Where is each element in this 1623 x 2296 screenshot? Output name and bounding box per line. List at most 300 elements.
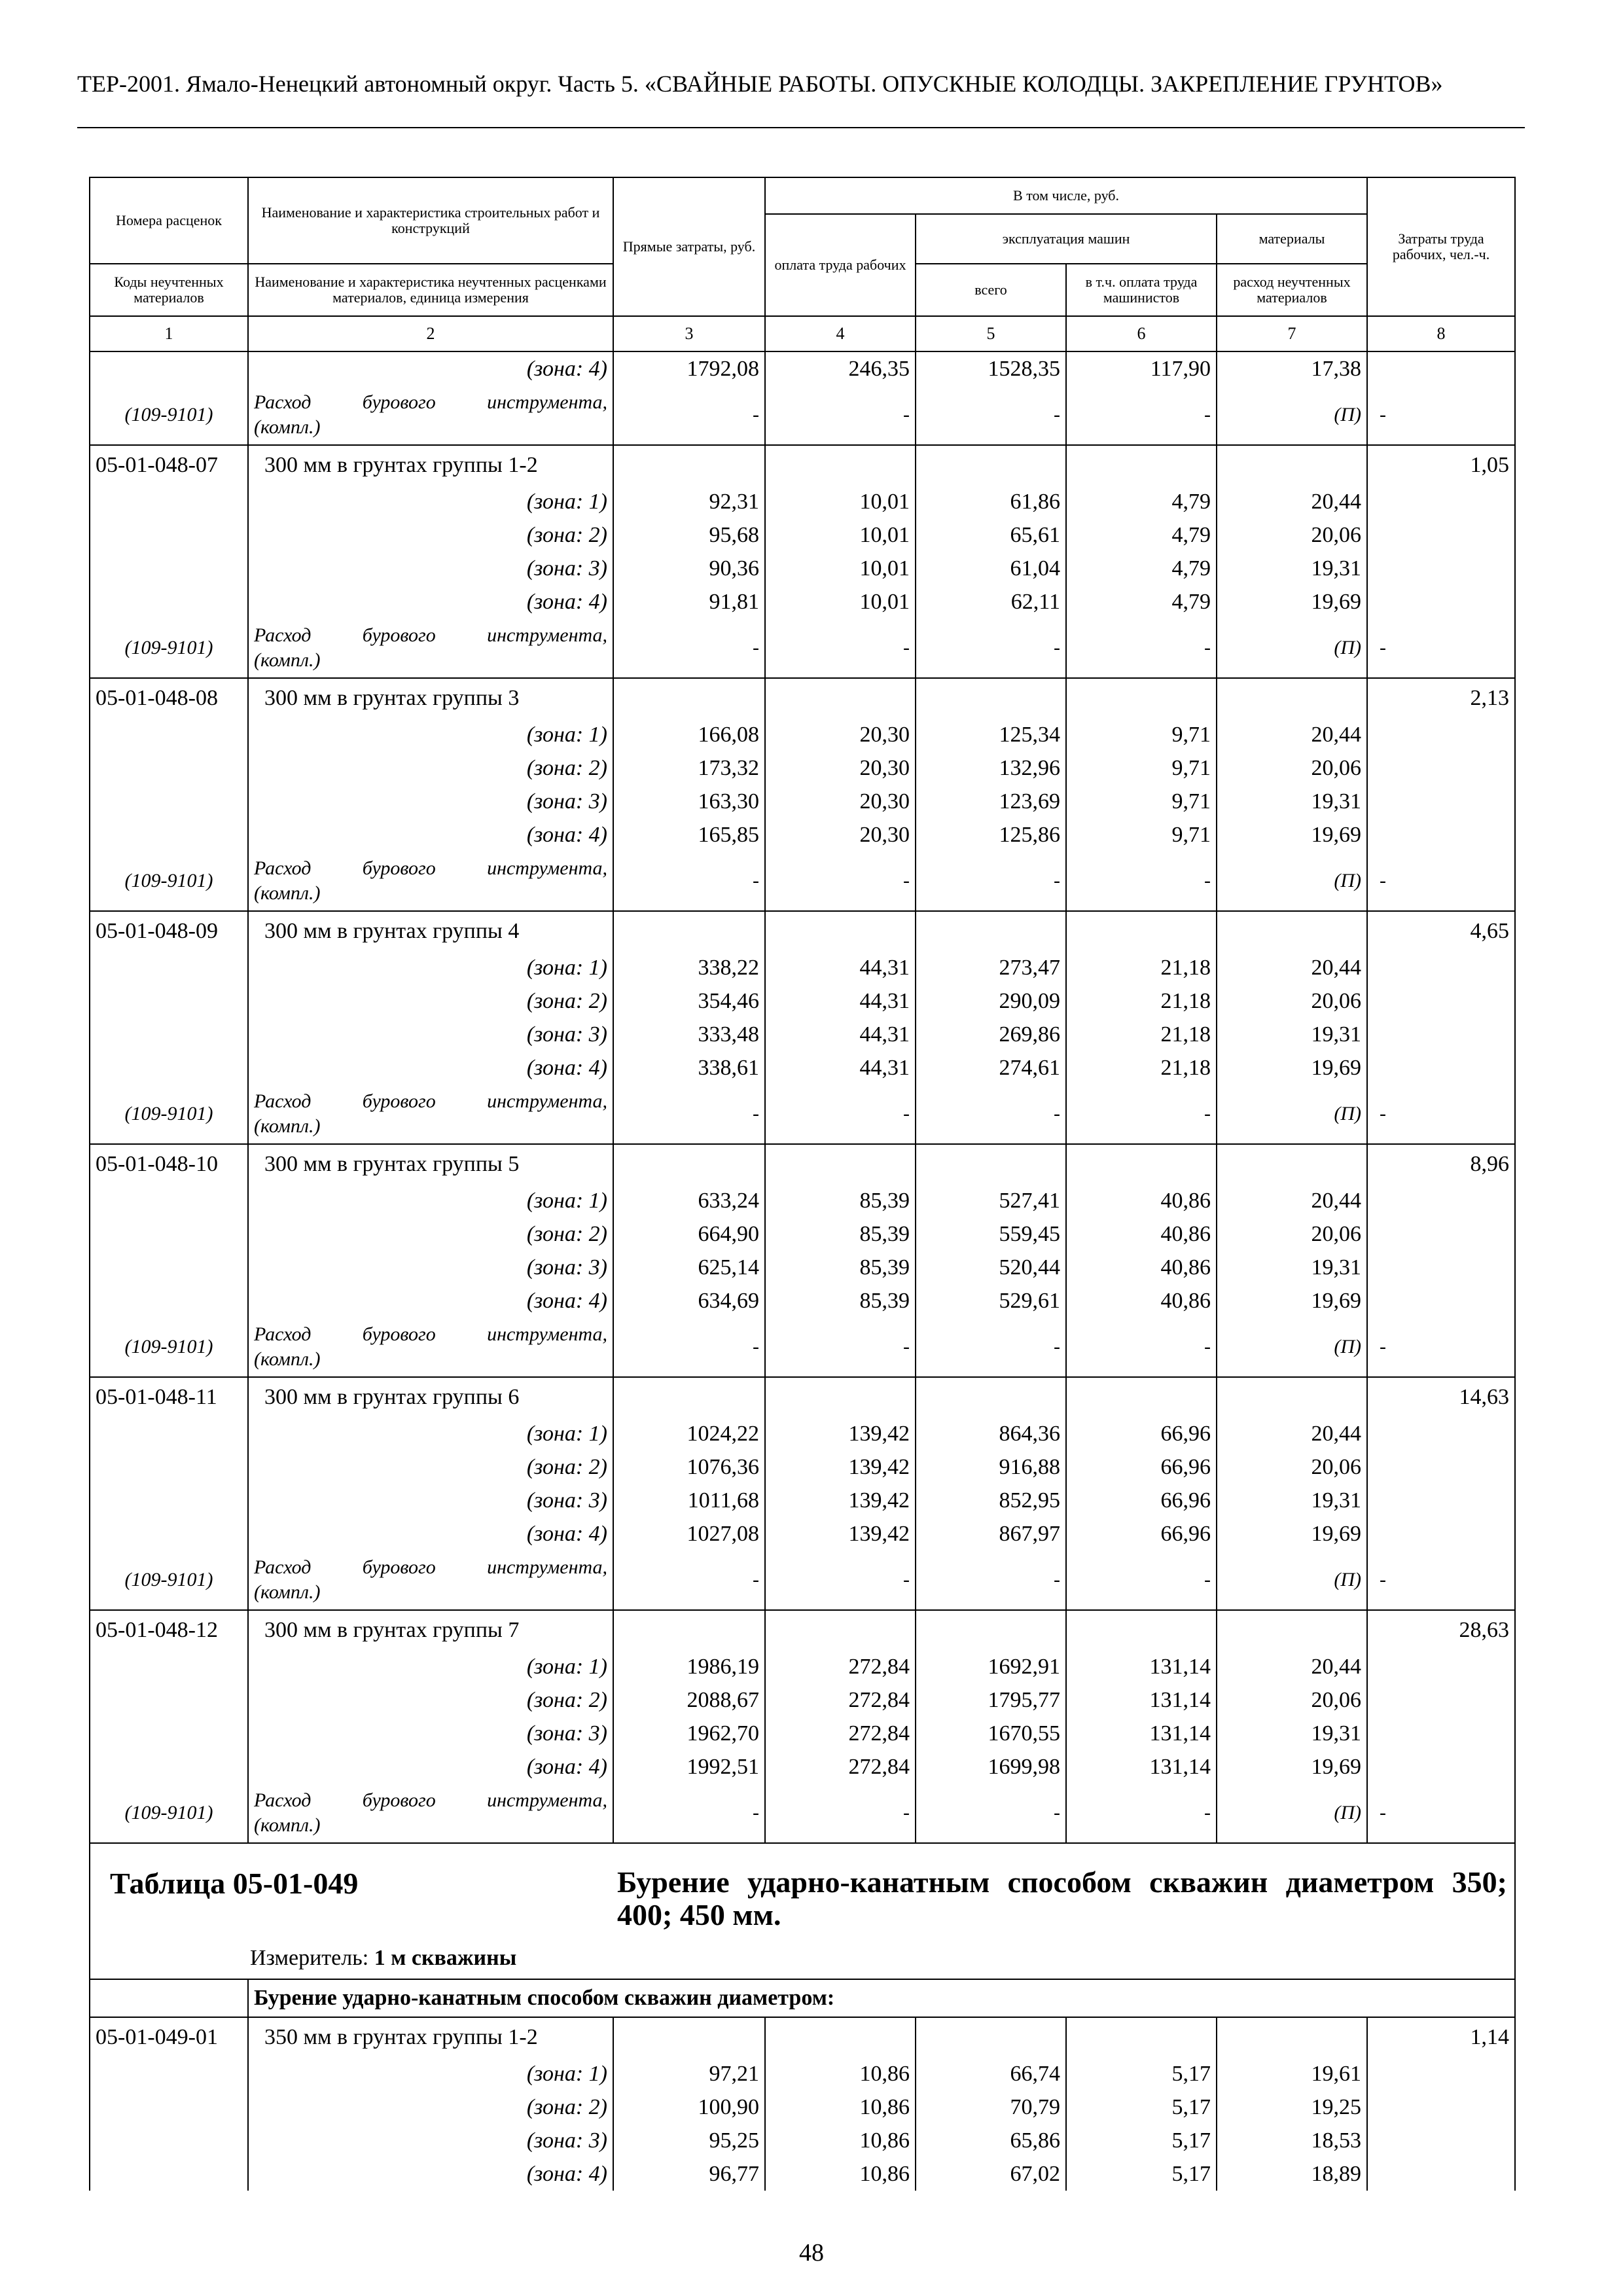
zone-row	[90, 1284, 1515, 1318]
machines-total: 125,86	[916, 818, 1066, 852]
dash-value: -	[765, 1085, 916, 1144]
machines-total: 852,95	[916, 1484, 1066, 1517]
machines-total: 70,79	[916, 2090, 1066, 2124]
material-flag: (П)	[1217, 1784, 1367, 1843]
zone-row	[90, 984, 1515, 1018]
machines-total: 67,02	[916, 2157, 1066, 2191]
zone-label: (зона: 3)	[248, 1018, 613, 1051]
zone-row	[90, 351, 1515, 386]
machinist-pay: 21,18	[1066, 951, 1217, 984]
direct-costs: 91,81	[613, 585, 765, 619]
direct-costs: 1076,36	[613, 1450, 765, 1484]
material-row	[90, 1784, 1515, 1843]
materials-cost: 20,44	[1217, 718, 1367, 751]
direct-costs: 1992,51	[613, 1750, 765, 1784]
zone-label: (зона: 4)	[248, 818, 613, 852]
materials-cost: 19,69	[1217, 818, 1367, 852]
worker-pay: 10,86	[765, 2090, 916, 2124]
column-number: 5	[916, 316, 1066, 351]
zone-row	[90, 785, 1515, 818]
dash-value: -	[613, 1551, 765, 1610]
subheading: Бурение ударно-канатным способом скважин диаметром:	[248, 1979, 1515, 2017]
zone-label: (зона: 2)	[248, 2090, 613, 2124]
section-block	[90, 1843, 1515, 2017]
header-rule	[77, 127, 1525, 128]
material-name-line: Расход бурового инструмента,	[254, 1090, 607, 1112]
machinist-pay: 4,79	[1066, 552, 1217, 585]
material-name	[248, 1784, 613, 1843]
zone-label: (зона: 4)	[248, 1051, 613, 1085]
zone-label: (зона: 3)	[248, 1717, 613, 1750]
material-code: (109-9101)	[90, 1085, 248, 1144]
worker-pay: 10,01	[765, 585, 916, 619]
material-name	[248, 852, 613, 911]
material-name-line: Расход бурового инструмента,	[254, 1556, 607, 1578]
worker-pay: 85,39	[765, 1217, 916, 1251]
zone-row	[90, 1217, 1515, 1251]
materials-cost: 18,53	[1217, 2124, 1367, 2157]
materials-cost: 20,06	[1217, 1217, 1367, 1251]
labor-costs: 28,63	[1367, 1610, 1515, 1650]
col2-bottom-label: Наименование и характеристика неучтенных расценками материалов, единица измерения	[248, 264, 613, 316]
machines-total: 132,96	[916, 751, 1066, 785]
material-name-line: Расход бурового инструмента,	[254, 391, 607, 413]
zone-label: (зона: 4)	[248, 1284, 613, 1318]
machinist-pay: 131,14	[1066, 1683, 1217, 1717]
material-name-line: Расход бурового инструмента,	[254, 1323, 607, 1345]
worker-pay: 139,42	[765, 1417, 916, 1450]
machines-total: 864,36	[916, 1417, 1066, 1450]
dash-value: -	[916, 1784, 1066, 1843]
material-unit: (компл.)	[254, 1814, 321, 1836]
rate-title: 300 мм в грунтах группы 4	[248, 911, 613, 951]
zone-label: (зона: 4)	[248, 351, 613, 386]
direct-costs: 625,14	[613, 1251, 765, 1284]
machinist-pay: 5,17	[1066, 2090, 1217, 2124]
zone-label: (зона: 2)	[248, 751, 613, 785]
material-flag: (П)	[1217, 386, 1367, 445]
material-unit: (компл.)	[254, 416, 321, 438]
machines-total: 559,45	[916, 1217, 1066, 1251]
zone-label: (зона: 3)	[248, 552, 613, 585]
zone-row	[90, 1450, 1515, 1484]
dash-value: -	[1066, 1318, 1217, 1377]
worker-pay: 20,30	[765, 785, 916, 818]
zone-row	[90, 2057, 1515, 2090]
machinist-pay: 40,86	[1066, 1251, 1217, 1284]
labor-costs: 1,14	[1367, 2017, 1515, 2057]
material-name	[248, 1551, 613, 1610]
dash-value: -	[765, 852, 916, 911]
dash-value: -	[613, 1784, 765, 1843]
worker-pay: 20,30	[765, 718, 916, 751]
section-label: Таблица 05-01-049	[110, 1867, 359, 1900]
machines-total: 123,69	[916, 785, 1066, 818]
direct-costs: 97,21	[613, 2057, 765, 2090]
rate-code: 05-01-048-08	[90, 678, 248, 718]
materials-cost: 20,44	[1217, 951, 1367, 984]
zone-row	[90, 1517, 1515, 1551]
machines-total: 61,86	[916, 485, 1066, 518]
zone-row	[90, 1683, 1515, 1717]
including-header: В том числе, руб.	[765, 177, 1367, 214]
dash-value: -	[916, 619, 1066, 678]
dash-value: -	[1367, 619, 1515, 678]
material-row	[90, 1085, 1515, 1144]
zone-label: (зона: 2)	[248, 518, 613, 552]
machinist-pay: 21,18	[1066, 1051, 1217, 1085]
machines-total: 1670,55	[916, 1717, 1066, 1750]
dash-value: -	[765, 1784, 916, 1843]
worker-pay: 139,42	[765, 1484, 916, 1517]
page-header: ТЕР-2001. Ямало-Ненецкий автономный округ. Часть 5. «СВАЙНЫЕ РАБОТЫ. ОПУСКНЫЕ КОЛОДЦЫ. ЗАКРЕПЛЕНИЕ ГРУНТОВ»	[77, 71, 1443, 97]
machines-total: 529,61	[916, 1284, 1066, 1318]
dash-value: -	[1066, 619, 1217, 678]
dash-value: -	[1367, 386, 1515, 445]
col2-top-label: Наименование и характеристика строительных работ и конструкций	[248, 177, 613, 264]
worker-pay-header: оплата труда рабочих	[765, 214, 916, 316]
zone-label: (зона: 1)	[248, 485, 613, 518]
machines-total: 1692,91	[916, 1650, 1066, 1683]
machines-total: 1795,77	[916, 1683, 1066, 1717]
material-flag: (П)	[1217, 1551, 1367, 1610]
rate-title: 300 мм в грунтах группы 7	[248, 1610, 613, 1650]
rate-row	[90, 911, 1515, 951]
labor-costs: 2,13	[1367, 678, 1515, 718]
column-number: 8	[1367, 316, 1515, 351]
zone-label: (зона: 3)	[248, 785, 613, 818]
machinist-pay: 9,71	[1066, 718, 1217, 751]
materials-cost: 19,31	[1217, 785, 1367, 818]
zone-label: (зона: 1)	[248, 2057, 613, 2090]
dash-value: -	[765, 619, 916, 678]
materials-cost: 20,06	[1217, 1450, 1367, 1484]
material-unit: (компл.)	[254, 1115, 321, 1137]
zone-row	[90, 1051, 1515, 1085]
column-number: 7	[1217, 316, 1367, 351]
machinist-pay: 4,79	[1066, 485, 1217, 518]
machinist-pay: 5,17	[1066, 2057, 1217, 2090]
worker-pay: 20,30	[765, 818, 916, 852]
materials-cost: 19,69	[1217, 1051, 1367, 1085]
labor-costs: 1,05	[1367, 445, 1515, 485]
materials-cost: 18,89	[1217, 2157, 1367, 2191]
zone-row	[90, 585, 1515, 619]
direct-costs: 634,69	[613, 1284, 765, 1318]
zone-label: (зона: 4)	[248, 585, 613, 619]
zone-row	[90, 1251, 1515, 1284]
material-code: (109-9101)	[90, 619, 248, 678]
rate-code: 05-01-048-10	[90, 1144, 248, 1184]
worker-pay: 272,84	[765, 1650, 916, 1683]
worker-pay: 246,35	[765, 351, 916, 386]
dash-value: -	[1066, 852, 1217, 911]
worker-pay: 272,84	[765, 1683, 916, 1717]
machines-total: 65,86	[916, 2124, 1066, 2157]
column-number: 3	[613, 316, 765, 351]
dash-value: -	[765, 1318, 916, 1377]
zone-label: (зона: 1)	[248, 951, 613, 984]
direct-costs: 90,36	[613, 552, 765, 585]
dash-value: -	[916, 1551, 1066, 1610]
dash-value: -	[916, 386, 1066, 445]
machines-total: 269,86	[916, 1018, 1066, 1051]
zone-label: (зона: 3)	[248, 1251, 613, 1284]
material-code: (109-9101)	[90, 386, 248, 445]
rate-row	[90, 678, 1515, 718]
direct-costs: 92,31	[613, 485, 765, 518]
materials-cost: 20,44	[1217, 1417, 1367, 1450]
zone-label: (зона: 2)	[248, 1683, 613, 1717]
zone-row	[90, 818, 1515, 852]
direct-costs: 1024,22	[613, 1417, 765, 1450]
worker-pay: 10,86	[765, 2057, 916, 2090]
machinist-pay: 40,86	[1066, 1284, 1217, 1318]
worker-pay: 272,84	[765, 1750, 916, 1784]
direct-costs: 100,90	[613, 2090, 765, 2124]
direct-costs: 2088,67	[613, 1683, 765, 1717]
worker-pay: 10,86	[765, 2124, 916, 2157]
machines-total: 867,97	[916, 1517, 1066, 1551]
machines-total: 1528,35	[916, 351, 1066, 386]
machines-total: 62,11	[916, 585, 1066, 619]
machinist-pay: 66,96	[1066, 1517, 1217, 1551]
meter-label: Измеритель:	[250, 1946, 369, 1970]
materials-cost: 19,25	[1217, 2090, 1367, 2124]
material-code: (109-9101)	[90, 1784, 248, 1843]
machinist-pay: 21,18	[1066, 1018, 1217, 1051]
worker-pay: 20,30	[765, 751, 916, 785]
direct-costs: 1027,08	[613, 1517, 765, 1551]
column-number: 2	[248, 316, 613, 351]
material-row	[90, 386, 1515, 445]
material-name	[248, 619, 613, 678]
col1-bottom-label: Коды неучтенных материалов	[90, 264, 248, 316]
column-number: 1	[90, 316, 248, 351]
rate-title: 300 мм в грунтах группы 5	[248, 1144, 613, 1184]
zone-row	[90, 1717, 1515, 1750]
materials-cost: 19,69	[1217, 1750, 1367, 1784]
dash-value: -	[916, 852, 1066, 911]
zone-label: (зона: 1)	[248, 718, 613, 751]
zone-label: (зона: 2)	[248, 1217, 613, 1251]
meter-value: 1 м скважины	[374, 1946, 517, 1970]
machines-total: 916,88	[916, 1450, 1066, 1484]
materials-cost: 19,69	[1217, 1284, 1367, 1318]
dash-value: -	[765, 1551, 916, 1610]
material-name	[248, 1318, 613, 1377]
zone-label: (зона: 3)	[248, 1484, 613, 1517]
zone-label: (зона: 4)	[248, 1750, 613, 1784]
material-row	[90, 619, 1515, 678]
material-unit: (компл.)	[254, 1581, 321, 1603]
zone-row	[90, 1018, 1515, 1051]
material-unit: (компл.)	[254, 1348, 321, 1370]
rate-row	[90, 445, 1515, 485]
direct-costs: 338,61	[613, 1051, 765, 1085]
machinist-pay: 66,96	[1066, 1484, 1217, 1517]
machines-total: 520,44	[916, 1251, 1066, 1284]
page-number: 48	[799, 2239, 824, 2267]
direct-costs: 338,22	[613, 951, 765, 984]
materials-header: материалы	[1217, 214, 1367, 264]
material-name-line: Расход бурового инструмента,	[254, 624, 607, 646]
machinist-pay: 5,17	[1066, 2124, 1217, 2157]
machinist-pay: 40,86	[1066, 1184, 1217, 1217]
machines-header: эксплуатация машин	[916, 214, 1217, 264]
materials-cost: 20,06	[1217, 984, 1367, 1018]
worker-pay: 272,84	[765, 1717, 916, 1750]
worker-pay: 44,31	[765, 1051, 916, 1085]
column-number: 4	[765, 316, 916, 351]
zone-row	[90, 751, 1515, 785]
direct-costs: 333,48	[613, 1018, 765, 1051]
table-header	[90, 177, 1515, 351]
direct-costs-header: Прямые затраты, руб.	[613, 177, 765, 316]
material-unit: (компл.)	[254, 882, 321, 904]
rate-row	[90, 1610, 1515, 1650]
machinist-pay: 9,71	[1066, 818, 1217, 852]
zone-row	[90, 552, 1515, 585]
labor-costs: 14,63	[1367, 1377, 1515, 1417]
direct-costs: 633,24	[613, 1184, 765, 1217]
material-code: (109-9101)	[90, 1318, 248, 1377]
rate-row	[90, 2017, 1515, 2057]
zone-label: (зона: 1)	[248, 1417, 613, 1450]
worker-pay: 85,39	[765, 1184, 916, 1217]
dash-value: -	[1066, 1784, 1217, 1843]
direct-costs: 1962,70	[613, 1717, 765, 1750]
rate-row	[90, 1377, 1515, 1417]
direct-costs: 163,30	[613, 785, 765, 818]
worker-pay: 139,42	[765, 1450, 916, 1484]
materials-cost: 19,31	[1217, 1251, 1367, 1284]
machinist-pay: 21,18	[1066, 984, 1217, 1018]
machinist-pay: 131,14	[1066, 1717, 1217, 1750]
col1-top-label: Номера расценок	[90, 177, 248, 264]
dash-value: -	[916, 1318, 1066, 1377]
machinist-pay: 66,96	[1066, 1450, 1217, 1484]
zone-row	[90, 1417, 1515, 1450]
machinist-pay: 5,17	[1066, 2157, 1217, 2191]
zone-row	[90, 2124, 1515, 2157]
machinist-pay: 131,14	[1066, 1650, 1217, 1683]
material-unit: (компл.)	[254, 649, 321, 671]
unaccounted-materials-header: расход неучтенных материалов	[1217, 264, 1367, 316]
dash-value: -	[916, 1085, 1066, 1144]
material-row	[90, 852, 1515, 911]
machines-total: 273,47	[916, 951, 1066, 984]
material-name-line: Расход бурового инструмента,	[254, 1789, 607, 1811]
subheading-row	[90, 1979, 1515, 2017]
rate-code: 05-01-048-12	[90, 1610, 248, 1650]
dash-value: -	[765, 386, 916, 445]
zone-label: (зона: 1)	[248, 1650, 613, 1683]
machines-total: 290,09	[916, 984, 1066, 1018]
materials-cost: 19,69	[1217, 585, 1367, 619]
materials-cost: 19,61	[1217, 2057, 1367, 2090]
direct-costs: 354,46	[613, 984, 765, 1018]
material-code: (109-9101)	[90, 1551, 248, 1610]
worker-pay: 10,01	[765, 518, 916, 552]
machinist-pay: 9,71	[1066, 751, 1217, 785]
machinist-pay: 117,90	[1066, 351, 1217, 386]
rate-row	[90, 1144, 1515, 1184]
machines-total-header: всего	[916, 264, 1066, 316]
labor-costs: 8,96	[1367, 1144, 1515, 1184]
machines-total: 125,34	[916, 718, 1066, 751]
dash-value: -	[613, 619, 765, 678]
materials-cost: 19,31	[1217, 552, 1367, 585]
dash-value: -	[1367, 1784, 1515, 1843]
dash-value: -	[1367, 1551, 1515, 1610]
dash-value: -	[613, 1085, 765, 1144]
materials-cost: 20,44	[1217, 485, 1367, 518]
zone-label: (зона: 4)	[248, 1517, 613, 1551]
materials-cost: 17,38	[1217, 351, 1367, 386]
materials-cost: 19,31	[1217, 1018, 1367, 1051]
material-name	[248, 386, 613, 445]
rate-title: 300 мм в грунтах группы 1-2	[248, 445, 613, 485]
zone-row	[90, 1750, 1515, 1784]
zone-label: (зона: 3)	[248, 2124, 613, 2157]
rate-code: 05-01-048-11	[90, 1377, 248, 1417]
machinist-pay: 40,86	[1066, 1217, 1217, 1251]
worker-pay: 10,01	[765, 485, 916, 518]
worker-pay: 10,86	[765, 2157, 916, 2191]
direct-costs: 1011,68	[613, 1484, 765, 1517]
worker-pay: 44,31	[765, 1018, 916, 1051]
machines-total: 61,04	[916, 552, 1066, 585]
machines-total: 527,41	[916, 1184, 1066, 1217]
labor-costs-header: Затраты труда рабочих, чел.-ч.	[1367, 177, 1515, 316]
material-name	[248, 1085, 613, 1144]
materials-cost: 20,06	[1217, 1683, 1367, 1717]
worker-pay: 139,42	[765, 1517, 916, 1551]
materials-cost: 19,31	[1217, 1717, 1367, 1750]
materials-cost: 20,06	[1217, 751, 1367, 785]
zone-row	[90, 2157, 1515, 2191]
zone-label: (зона: 2)	[248, 984, 613, 1018]
zone-label: (зона: 4)	[248, 2157, 613, 2191]
zone-row	[90, 718, 1515, 751]
materials-cost: 20,44	[1217, 1650, 1367, 1683]
worker-pay: 85,39	[765, 1284, 916, 1318]
dash-value: -	[1066, 386, 1217, 445]
rate-title: 300 мм в грунтах группы 6	[248, 1377, 613, 1417]
dash-value: -	[1066, 1551, 1217, 1610]
zone-row	[90, 1484, 1515, 1517]
dash-value: -	[613, 1318, 765, 1377]
rate-title: 300 мм в грунтах группы 3	[248, 678, 613, 718]
dash-value: -	[1367, 1085, 1515, 1144]
direct-costs: 165,85	[613, 818, 765, 852]
direct-costs: 95,68	[613, 518, 765, 552]
machinist-pay: 4,79	[1066, 518, 1217, 552]
rate-title: 350 мм в грунтах группы 1-2	[248, 2017, 613, 2057]
rate-code: 05-01-049-01	[90, 2017, 248, 2057]
dash-value: -	[1367, 852, 1515, 911]
worker-pay: 44,31	[765, 951, 916, 984]
direct-costs: 95,25	[613, 2124, 765, 2157]
material-code: (109-9101)	[90, 852, 248, 911]
machinist-pay: 4,79	[1066, 585, 1217, 619]
direct-costs: 173,32	[613, 751, 765, 785]
materials-cost: 19,69	[1217, 1517, 1367, 1551]
direct-costs: 664,90	[613, 1217, 765, 1251]
machines-total: 65,61	[916, 518, 1066, 552]
materials-cost: 20,06	[1217, 518, 1367, 552]
